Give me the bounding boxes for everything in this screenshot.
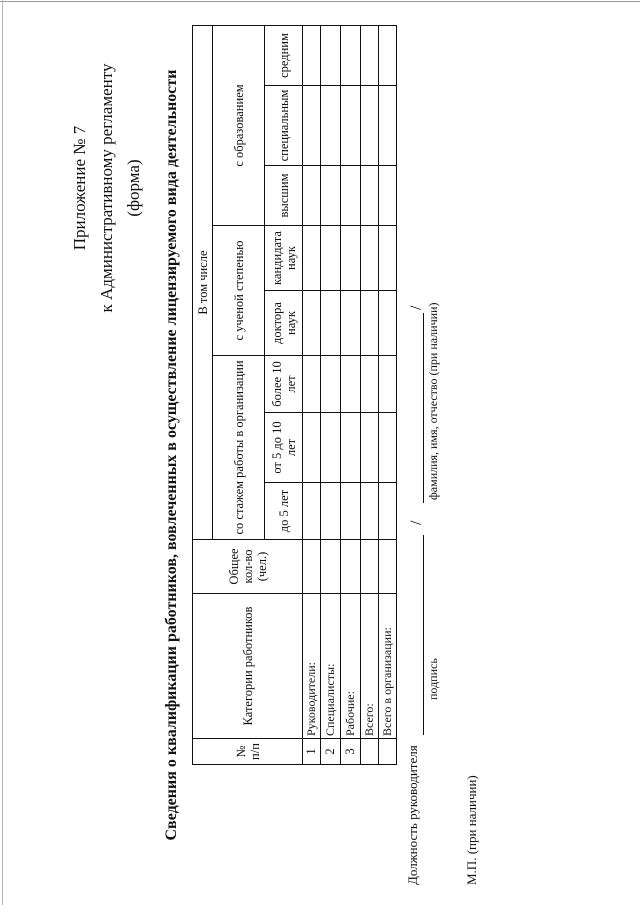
cell: [361, 413, 379, 483]
cell: [303, 86, 321, 166]
separator-slash-end: /: [408, 305, 425, 310]
table-row: [321, 26, 341, 765]
cell: [361, 356, 379, 413]
header-degree: с ученой степенью: [213, 226, 265, 356]
header-sub-higher: высшим: [265, 166, 303, 226]
cell: [321, 166, 341, 226]
manager-position-label: Должность руководителя: [405, 745, 420, 885]
header-category: Категории работников: [193, 594, 303, 739]
header-including: В том числе: [193, 26, 213, 540]
cell: [321, 483, 341, 540]
full-name-caption: фамилия, имя, отчество (при наличии): [426, 302, 440, 500]
cell: [379, 226, 397, 291]
table-row: [303, 26, 321, 765]
row-number: [379, 739, 397, 765]
cell: [341, 226, 361, 291]
cell: [303, 166, 321, 226]
appendix-number: Приложение № 7: [70, 125, 89, 251]
header-number: № п/п: [193, 739, 303, 765]
cell: [303, 291, 321, 356]
cell: [379, 483, 397, 540]
cell: [361, 226, 379, 291]
header-experience: со стажем работы в организации: [213, 356, 265, 540]
signature-line: [423, 535, 424, 735]
row-number: 2: [321, 739, 341, 765]
appendix-form-label: (форма): [124, 159, 143, 217]
table-row: [361, 26, 379, 765]
cell: [303, 483, 321, 540]
cell: [379, 413, 397, 483]
full-name-line: [423, 313, 424, 503]
row-category: Всего в организации:: [379, 594, 397, 739]
row-number: 1: [303, 739, 321, 765]
header-sub-secondary: средним: [265, 26, 303, 86]
row-category: Руководители:: [303, 594, 321, 739]
table-row: [341, 26, 361, 765]
stamp-label: М.П. (при наличии): [464, 775, 479, 885]
top-border-line: [0, 1, 640, 2]
header-sub-candidate: кандидата наук: [265, 226, 303, 291]
cell: [379, 291, 397, 356]
cell: [361, 26, 379, 86]
cell: [361, 540, 379, 594]
appendix-reference: к Административному регламенту: [97, 63, 116, 313]
separator-slash: /: [408, 520, 425, 525]
cell: [341, 483, 361, 540]
cell: [303, 540, 321, 594]
cell: [361, 483, 379, 540]
cell: [379, 166, 397, 226]
left-border-line: [2, 0, 3, 905]
cell: [321, 413, 341, 483]
row-category: Всего:: [361, 594, 379, 739]
signature-caption: подпись: [426, 658, 440, 700]
cell: [379, 356, 397, 413]
form-title: Сведения о квалификации работников, вовлеченных в осуществление лицензируемого вида деятельности: [163, 69, 180, 841]
cell: [341, 413, 361, 483]
cell: [341, 291, 361, 356]
cell: [379, 26, 397, 86]
cell: [341, 26, 361, 86]
cell: [321, 226, 341, 291]
row-number: 3: [341, 739, 361, 765]
cell: [303, 356, 321, 413]
header-sub-special: специальным: [265, 86, 303, 166]
rotated-form-page: [10, 15, 610, 895]
qualification-table: [192, 25, 397, 765]
appendix-block: [66, 23, 147, 353]
cell: [341, 356, 361, 413]
table-row: [379, 26, 397, 765]
cell: [321, 356, 341, 413]
row-category: Специалисты:: [321, 594, 341, 739]
cell: [379, 540, 397, 594]
cell: [379, 86, 397, 166]
cell: [303, 226, 321, 291]
cell: [341, 166, 361, 226]
cell: [321, 86, 341, 166]
cell: [321, 540, 341, 594]
row-number: [361, 739, 379, 765]
cell: [303, 26, 321, 86]
cell: [361, 86, 379, 166]
header-sub-over-10: более 10 лет: [265, 356, 303, 413]
cell: [341, 540, 361, 594]
header-sub-doctor: доктора наук: [265, 291, 303, 356]
row-category: Рабочие:: [341, 594, 361, 739]
header-total: Общее кол-во (чел.): [193, 540, 303, 594]
header-sub-under-5: до 5 лет: [265, 483, 303, 540]
header-education: с образованием: [213, 26, 265, 226]
header-sub-5-10: от 5 до 10 лет: [265, 413, 303, 483]
cell: [341, 86, 361, 166]
cell: [361, 291, 379, 356]
cell: [303, 413, 321, 483]
cell: [361, 166, 379, 226]
cell: [321, 291, 341, 356]
cell: [321, 26, 341, 86]
